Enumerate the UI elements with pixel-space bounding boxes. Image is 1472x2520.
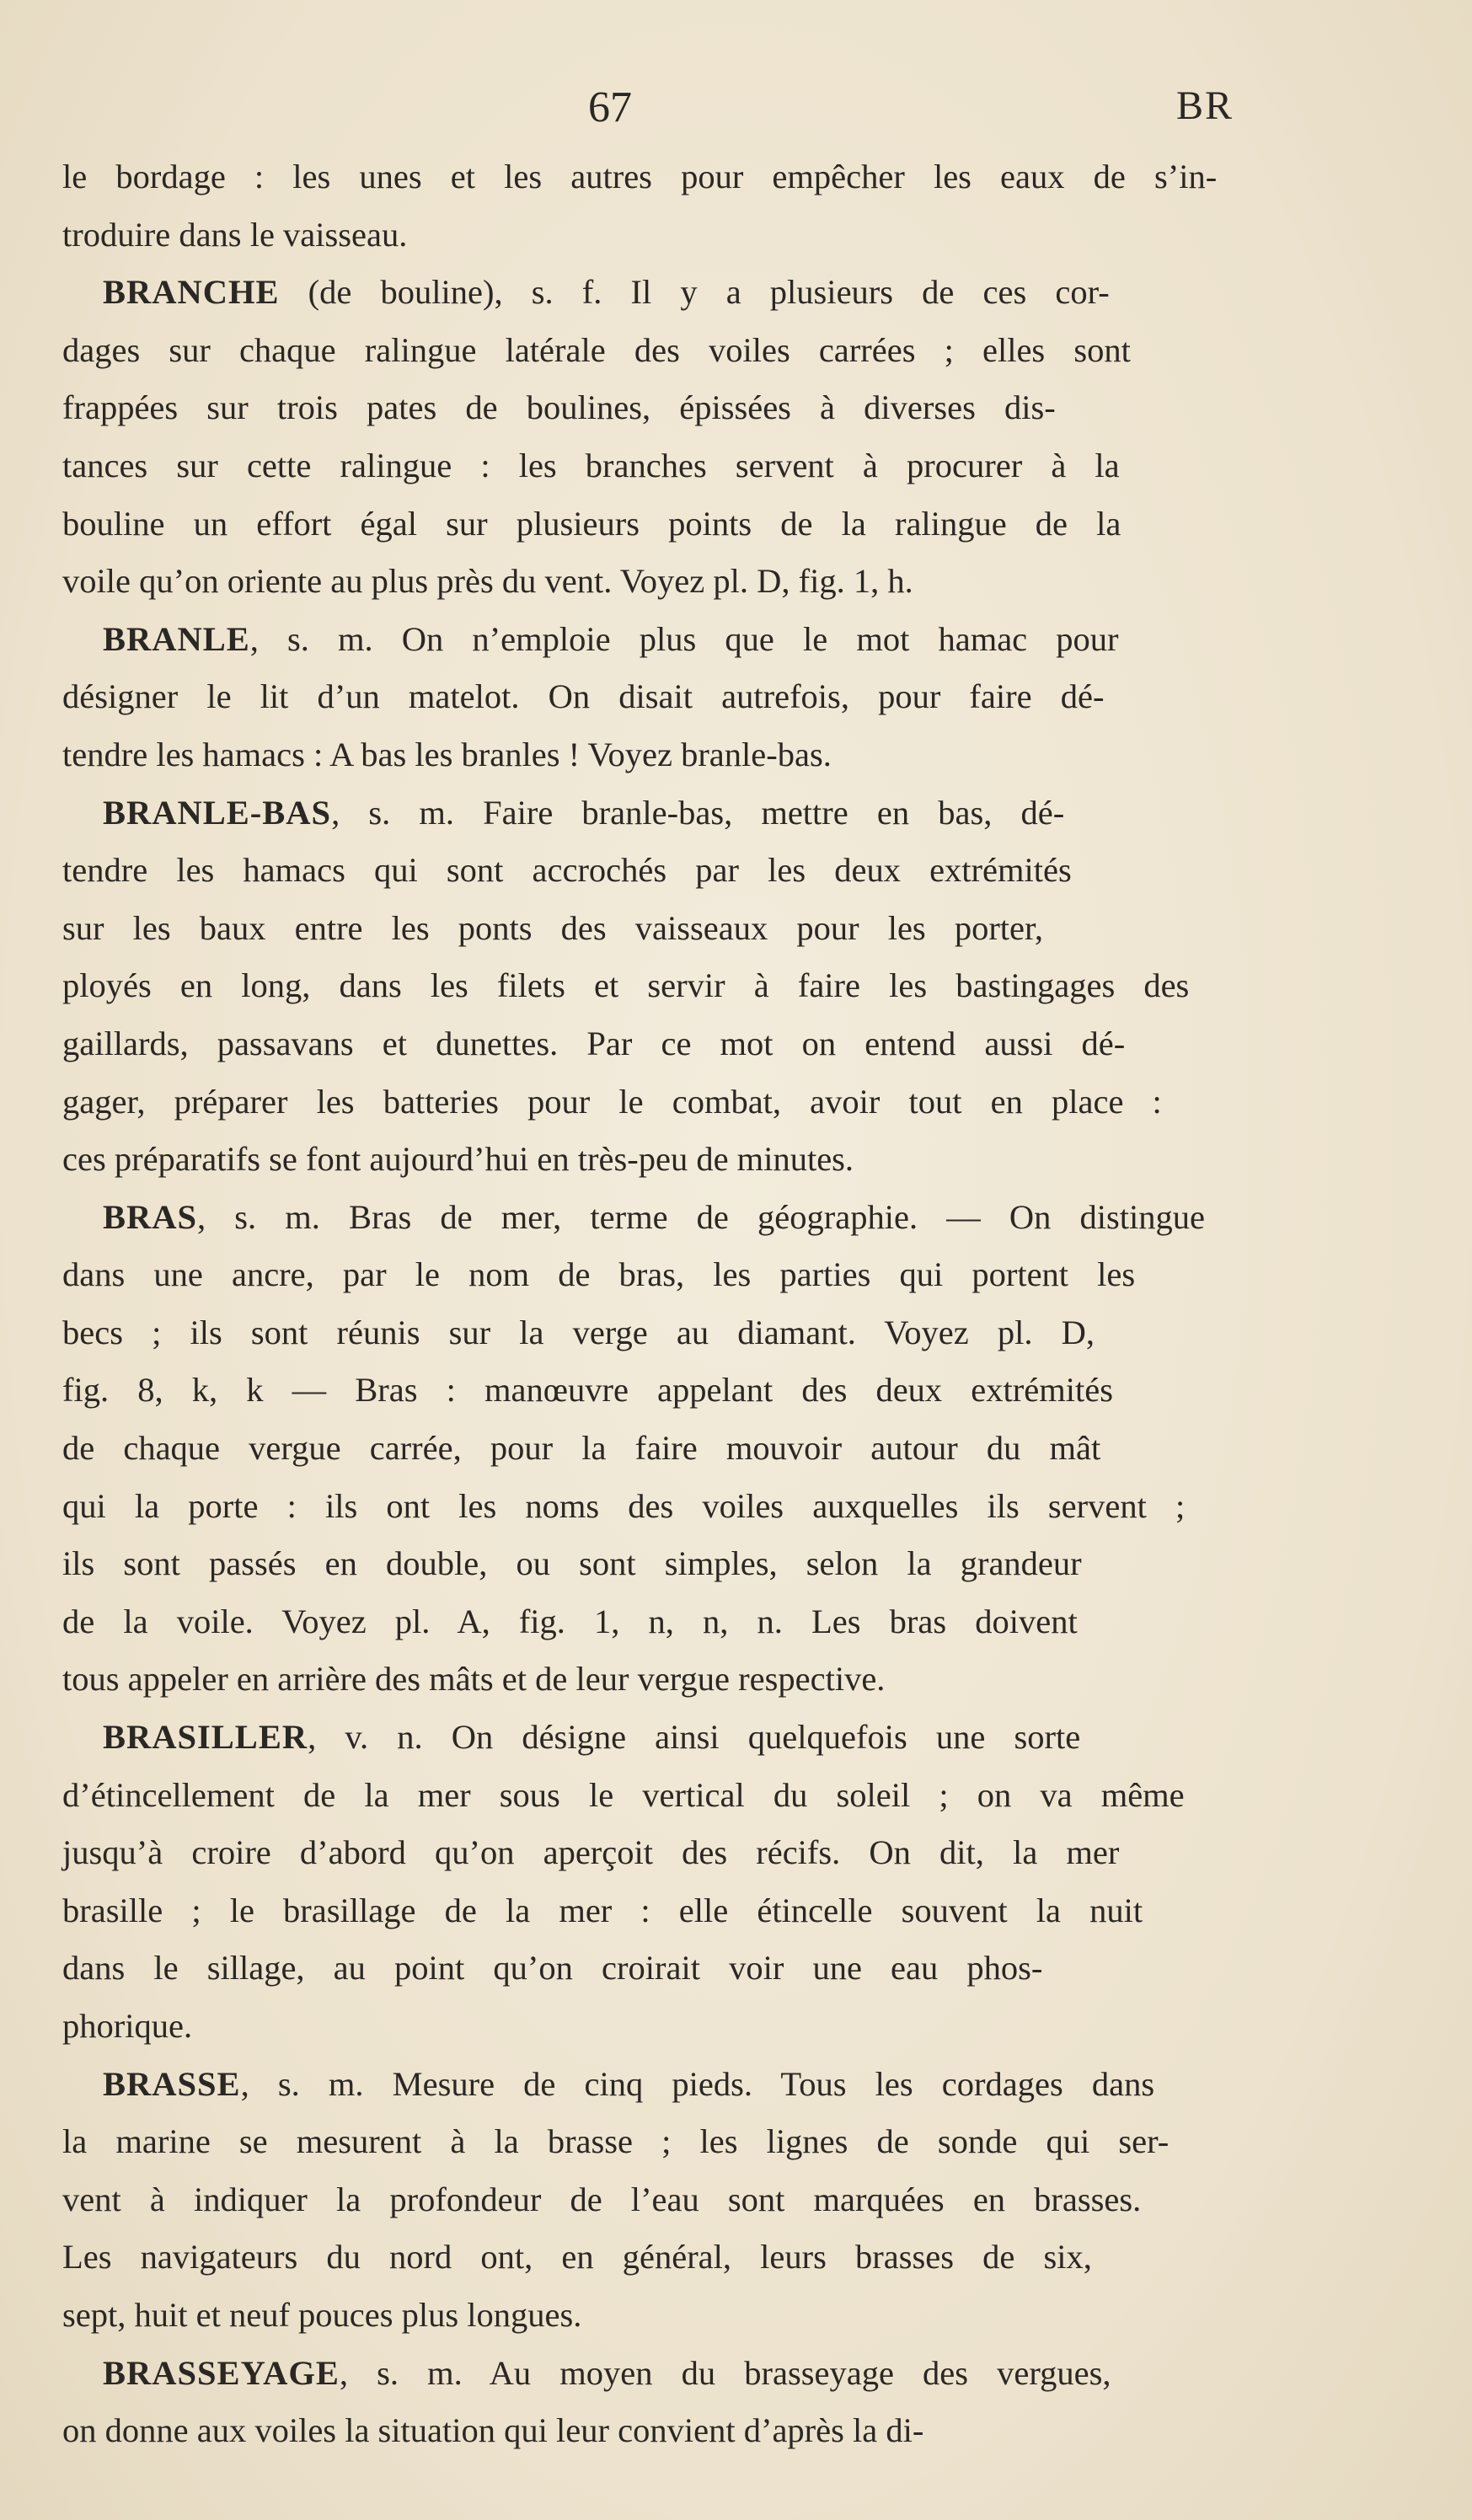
text-line — [62, 2113, 1255, 2171]
text-line — [62, 553, 1255, 611]
line-text: , s. m. Au moyen du brasseyage des vergues, — [339, 2353, 1111, 2392]
line-text: tendre les hamacs : A bas les branles ! Voyez branle-bas. — [62, 735, 832, 773]
text-line — [62, 495, 1255, 554]
text-line — [62, 1939, 1255, 1998]
text-line — [62, 2402, 1255, 2460]
entry-line — [62, 784, 1255, 843]
entry-line — [62, 611, 1255, 669]
text-line — [62, 1478, 1255, 1536]
dictionary-text — [62, 148, 1255, 2460]
line-text: on donne aux voiles la situation qui leur convient d’après la di- — [62, 2411, 924, 2450]
line-text: d’étincellement de la mer sous le vertical du soleil ; on va même — [62, 1775, 1185, 1814]
text-line — [62, 726, 1255, 784]
line-text: , s. m. Mesure de cinq pieds. Tous les cordages dans — [240, 2064, 1155, 2103]
text-line — [62, 2228, 1255, 2287]
text-line — [62, 957, 1255, 1015]
line-text: phorique. — [62, 2007, 193, 2045]
line-text: la marine se mesurent à la brasse ; les lignes de sonde qui ser- — [62, 2122, 1170, 2161]
text-line — [62, 1073, 1255, 1132]
line-text: jusqu’à croire d’abord qu’on aperçoit des récifs. On dit, la mer — [62, 1833, 1120, 1872]
line-text: qui la porte : ils ont les noms des voiles auxquelles ils servent ; — [62, 1486, 1186, 1525]
line-text: sept, huit et neuf pouces plus longues. — [62, 2295, 582, 2334]
text-line — [62, 1535, 1255, 1593]
line-text: ils sont passés en double, ou sont simples, selon la grandeur — [62, 1544, 1082, 1583]
line-text: ces préparatifs se font aujourd’hui en très-peu de minutes. — [62, 1140, 854, 1179]
page-header — [0, 83, 1472, 150]
entry-line — [62, 1709, 1255, 1767]
line-text: de chaque vergue carrée, pour la faire mouvoir autour du mât — [62, 1429, 1101, 1468]
text-line — [62, 2287, 1255, 2345]
line-text: désigner le lit d’un matelot. On disait autrefois, pour faire dé- — [62, 677, 1105, 716]
text-line — [62, 322, 1255, 380]
line-text: frappées sur trois pates de boulines, épissées à diverses dis- — [62, 388, 1056, 427]
entry-headword: BRASSEYAGE — [103, 2353, 340, 2392]
line-text: le bordage : les unes et les autres pour empêcher les eaux de s’in- — [62, 158, 1218, 195]
line-text: ployés en long, dans les filets et servir à faire les bastingages des — [62, 966, 1190, 1005]
text-line — [62, 1593, 1255, 1651]
line-text: fig. 8, k, k — Bras : manœuvre appelant des deux extrémités — [62, 1371, 1113, 1410]
line-text: (de bouline), s. f. Il y a plusieurs de ces cor- — [279, 273, 1110, 312]
text-line — [62, 1882, 1255, 1940]
text-line — [62, 668, 1255, 726]
line-text: Les navigateurs du nord ont, en général, leurs brasses de six, — [62, 2238, 1092, 2277]
line-text: tances sur cette ralingue : les branches servent à procurer à la — [62, 446, 1120, 484]
line-text: dans une ancre, par le nom de bras, les parties qui portent les — [62, 1255, 1136, 1294]
text-line — [62, 1998, 1255, 2056]
text-line — [62, 1420, 1255, 1478]
entry-headword: BRANCHE — [103, 273, 280, 312]
line-text: , s. m. Faire branle-bas, mettre en bas, dé- — [331, 793, 1065, 832]
entry-headword: BRAS — [103, 1197, 198, 1236]
entry-headword: BRANLE — [103, 619, 250, 658]
entry-headword: BRANLE-BAS — [103, 793, 332, 832]
line-text: becs ; ils sont réunis sur la verge au diamant. Voyez pl. D, — [62, 1313, 1095, 1351]
line-text: , s. m. Bras de mer, terme de géographie. — On distingue — [197, 1197, 1205, 1236]
line-text: voile qu’on oriente au plus près du vent. Voyez pl. D, fig. 1, h. — [62, 562, 913, 601]
entry-line — [62, 264, 1255, 322]
text-line — [62, 1824, 1255, 1882]
line-text: , s. m. On n’emploie plus que le mot hamac pour — [249, 619, 1119, 658]
text-line — [62, 2171, 1255, 2229]
running-head: BR — [1176, 83, 1234, 128]
text-line — [62, 900, 1255, 958]
line-text: dages sur chaque ralingue latérale des voiles carrées ; elles sont — [62, 330, 1131, 369]
text-line — [62, 1015, 1255, 1073]
line-text: bouline un effort égal sur plusieurs points de la ralingue de la — [62, 504, 1121, 543]
text-line — [62, 379, 1255, 437]
line-text: gaillards, passavans et dunettes. Par ce mot on entend aussi dé- — [62, 1024, 1126, 1062]
line-text: sur les baux entre les ponts des vaisseaux pour les porter, — [62, 908, 1044, 947]
line-text: gager, préparer les batteries pour le combat, avoir tout en place : — [62, 1082, 1162, 1121]
line-text: vent à indiquer la profondeur de l’eau sont marquées en brasses. — [62, 2180, 1142, 2218]
entry-line — [62, 1189, 1255, 1247]
text-line — [62, 1246, 1255, 1304]
text-line — [62, 148, 1255, 206]
line-text: de la voile. Voyez pl. A, fig. 1, n, n, n. Les bras doivent — [62, 1602, 1078, 1640]
text-line — [62, 1304, 1255, 1362]
text-line — [62, 437, 1255, 495]
line-text: tendre les hamacs qui sont accrochés par les deux extrémités — [62, 851, 1072, 890]
text-line — [62, 1131, 1255, 1189]
text-line — [62, 842, 1255, 900]
line-text: tous appeler en arrière des mâts et de leur vergue respective. — [62, 1660, 886, 1699]
line-text: brasille ; le brasillage de la mer : elle étincelle souvent la nuit — [62, 1891, 1143, 1929]
entry-line — [62, 2345, 1255, 2403]
entry-headword: BRASILLER — [103, 1718, 308, 1757]
page-number: 67 — [588, 83, 632, 131]
entry-headword: BRASSE — [103, 2064, 241, 2103]
text-line — [62, 206, 1255, 265]
text-line — [62, 1651, 1255, 1709]
line-text: , v. n. On désigne ainsi quelquefois une sorte — [308, 1718, 1081, 1757]
entry-line — [62, 2056, 1255, 2114]
line-text: dans le sillage, au point qu’on croirait voir une eau phos- — [62, 1949, 1043, 1988]
text-line — [62, 1362, 1255, 1420]
line-text: troduire dans le vaisseau. — [62, 215, 408, 254]
text-line — [62, 1767, 1255, 1825]
